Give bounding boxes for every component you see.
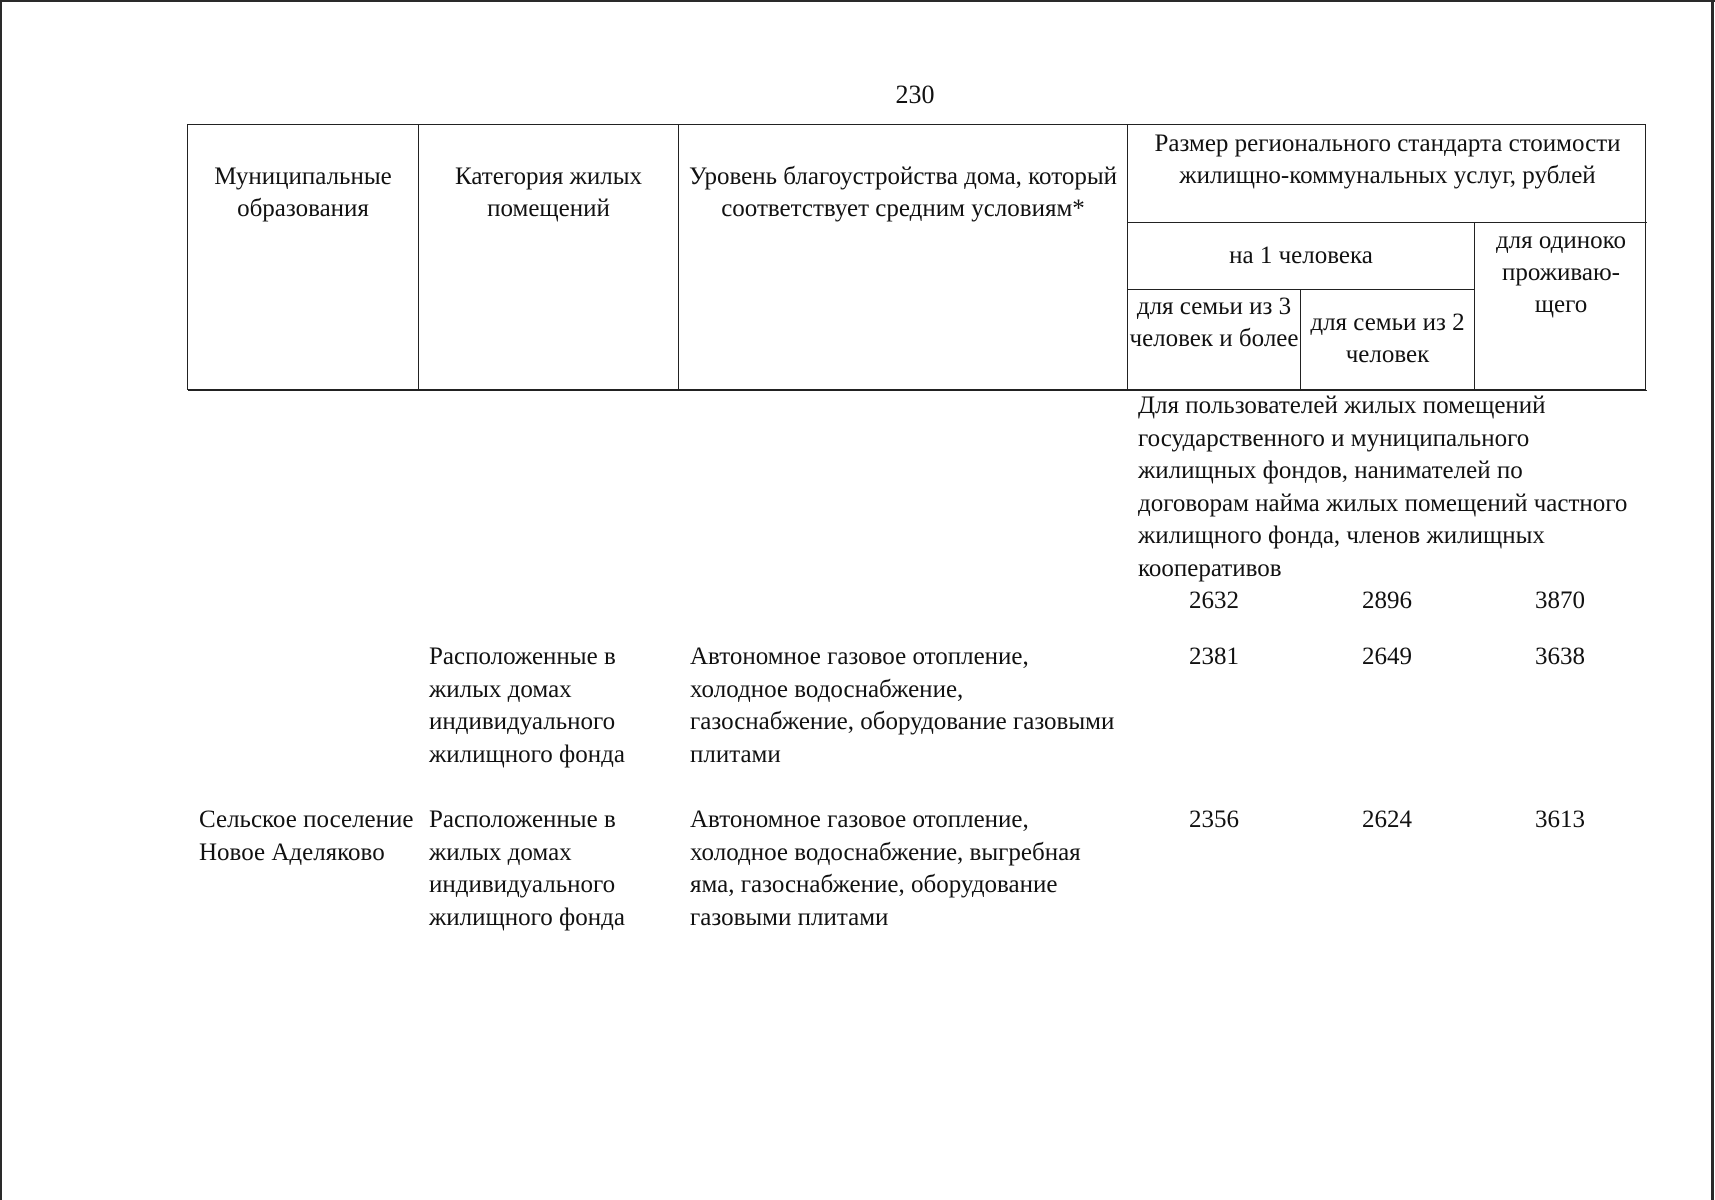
row2-category: Расположенные в жилых домах индивидуального жилищного фонда (429, 806, 625, 931)
page-border-left (0, 0, 2, 1200)
header-standard-size: Размер регионального стандарта стоимости жилищно-коммунальных услуг, рублей (1128, 125, 1647, 223)
group-value-family2: 2896 (1362, 587, 1412, 614)
group-value-family3: 2632 (1189, 587, 1239, 614)
row1-family3: 2381 (1189, 643, 1239, 670)
row2-level: Автономное газовое отопление, холодное водоснабжение, выгребная яма, газоснабжение, оборудование газовыми плитами (690, 806, 1081, 931)
page-border-top (0, 0, 1715, 2)
row2-municipality: Сельское поселение Новое Аделяково (199, 806, 414, 866)
row1-single: 3638 (1535, 643, 1585, 670)
table-header (187, 124, 1646, 390)
row2-family2: 2624 (1362, 806, 1412, 833)
header-level: Уровень благоустройства дома, который соответствует средним условиям* (679, 125, 1128, 391)
page-border-right (1711, 0, 1714, 1200)
page-number: 230 (895, 80, 935, 109)
header-per-person: на 1 человека (1128, 223, 1475, 290)
header-family2: для семьи из 2 человек (1301, 290, 1475, 391)
header-municipalities: Муниципальные образования (188, 125, 419, 391)
group-title: Для пользователей жилых помещений государственного и муниципального жилищных фондов, нанимателей по договорам найма жилых помещений частного жилищного фонда, членов жилищных кооперативов (1138, 392, 1628, 582)
header-single: для одиноко проживаю-щего (1475, 223, 1647, 391)
row1-category: Расположенные в жилых домах индивидуального жилищного фонда (429, 643, 625, 768)
row1-family2: 2649 (1362, 643, 1412, 670)
row2-family3: 2356 (1189, 806, 1239, 833)
row2-single: 3613 (1535, 806, 1585, 833)
group-value-single: 3870 (1535, 587, 1585, 614)
header-category: Категория жилых помещений (419, 125, 679, 391)
header-family3: для семьи из 3 человек и более (1128, 290, 1301, 391)
row1-level: Автономное газовое отопление, холодное водоснабжение, газоснабжение, оборудование газовыми плитами (690, 643, 1115, 768)
